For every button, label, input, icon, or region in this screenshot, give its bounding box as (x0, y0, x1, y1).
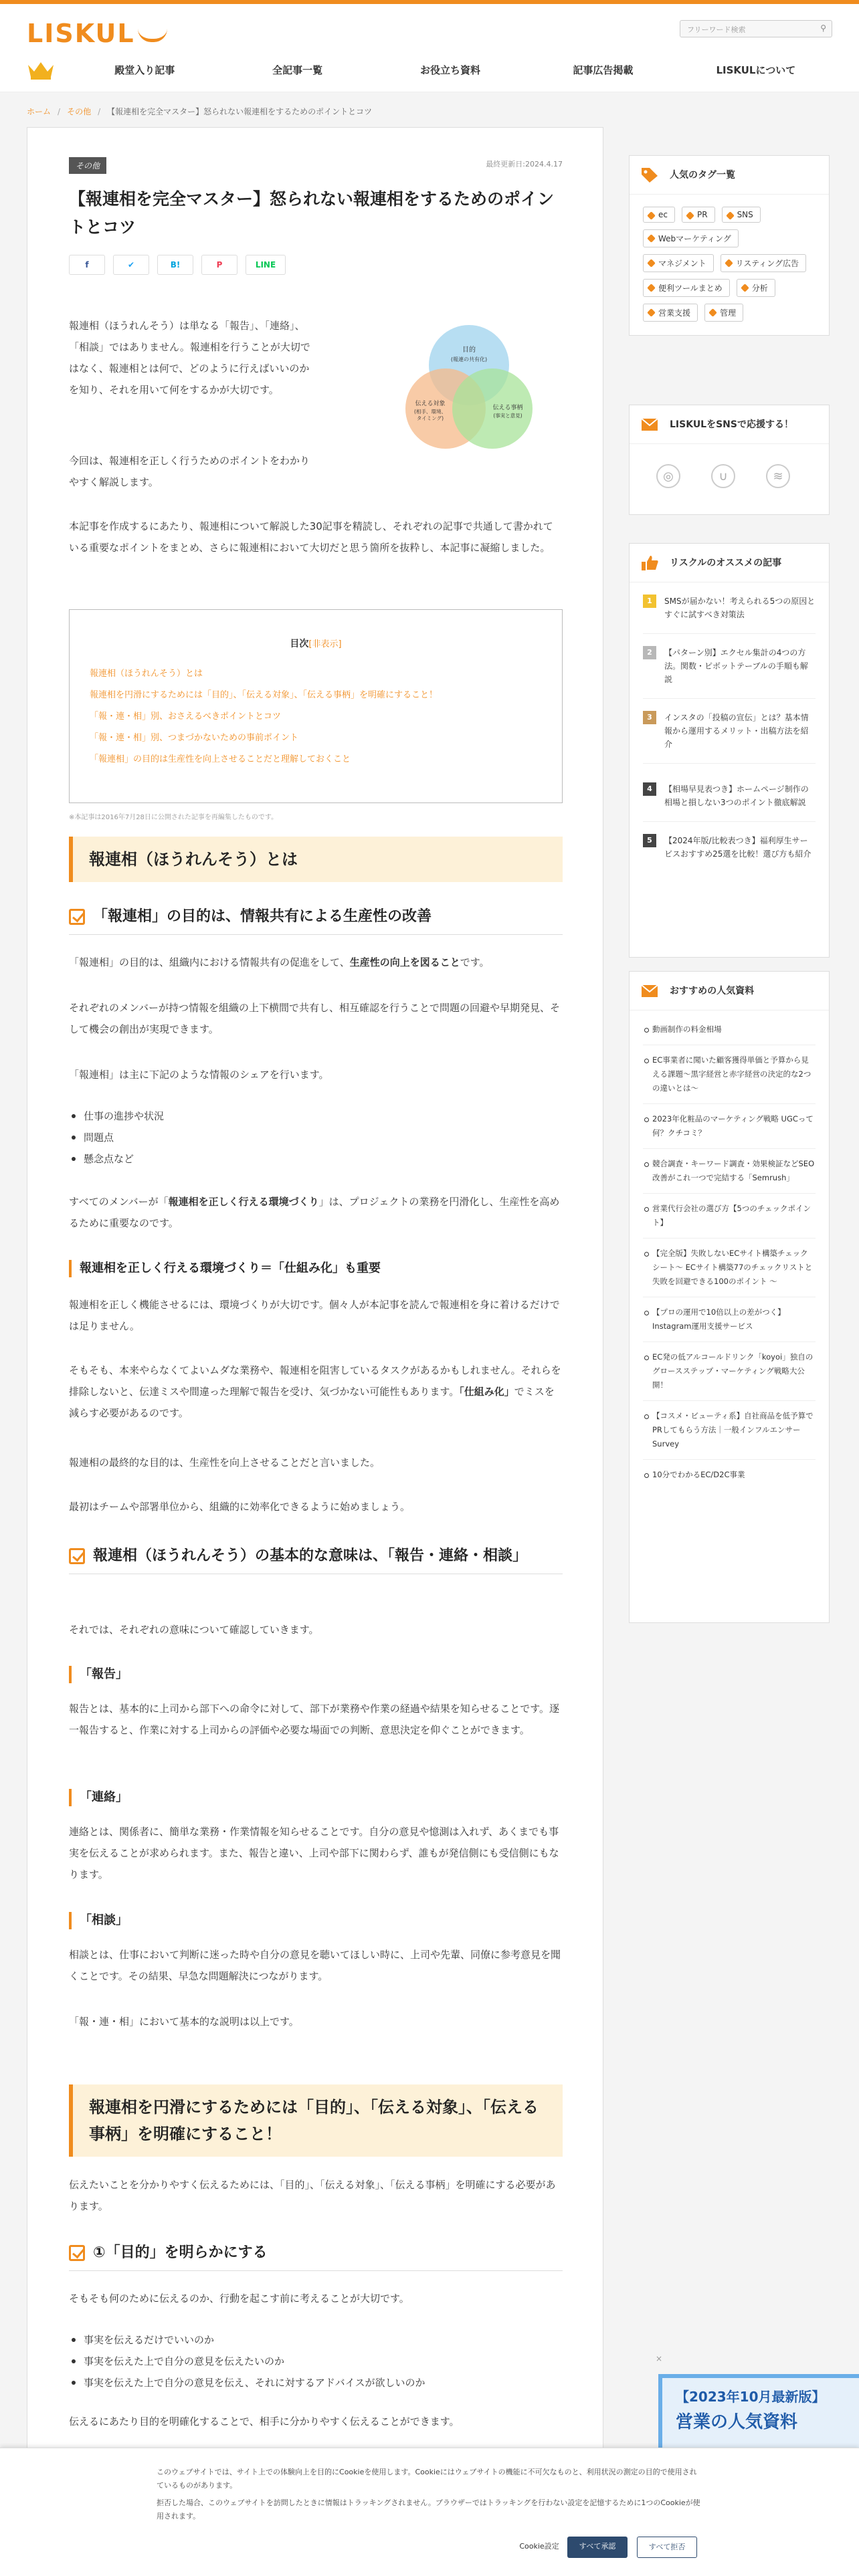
breadcrumb-home[interactable]: ホーム (27, 107, 52, 116)
toc-item[interactable]: 「報・連・相」別、おさえるべきポイントとコツ (90, 712, 282, 722)
minor-heading: 「報告」 (69, 1666, 563, 1683)
rank-badge: 2 (643, 646, 656, 659)
popular-resources-widget (629, 971, 830, 1623)
toc-item[interactable]: 報連相（ほうれんそう）とは (90, 669, 203, 679)
cookie-settings-button[interactable]: Cookie設定 (519, 2542, 559, 2551)
list-item: 事実を伝えるだけでいいのか (69, 2329, 563, 2351)
share-hatena-button[interactable]: B! (157, 255, 193, 275)
paragraph: 「報・連・相」において基本的な説明は以上です。 (69, 2016, 299, 2028)
tag-link[interactable]: Webマーケティング (643, 229, 739, 247)
rank-badge: 1 (643, 595, 656, 608)
mail-icon (640, 416, 659, 433)
nav-about[interactable]: LISKULについて (716, 64, 796, 76)
paragraph: 最初はチームや部署単位から、組織的に効率化できるように始めましょう。 (69, 1501, 411, 1513)
tag-link[interactable]: 便利ツールまとめ (643, 279, 730, 297)
category-badge[interactable]: その他 (69, 157, 106, 174)
bullet-list (69, 1105, 563, 1170)
subsection-heading: 「報連相」の目的は、情報共有による生産性の改善 (69, 905, 563, 935)
list-item: 事実を伝えた上で自分の意見を伝えたいのか (69, 2351, 563, 2372)
nav-resources[interactable]: お役立ち資料 (420, 64, 481, 76)
rank-badge: 4 (643, 782, 656, 796)
resource-link[interactable]: EC発の低アルコールドリンク「koyoi」独自のグロースステップ・マーケティング戦略大公開！ (643, 1342, 816, 1401)
resource-link[interactable]: 動画制作の料金相場 (643, 1014, 816, 1045)
paragraph: 報連相の最終的な目的は、生産性を向上させることだと言いました。 (69, 1457, 381, 1469)
popular-tags-widget (629, 155, 830, 336)
tag-link[interactable]: 管理 (704, 304, 743, 322)
paragraph: 伝えるにあたり目的を明確化することで、相手に分かりやすく伝えることができます。 (69, 2416, 460, 2428)
paragraph: 連絡とは、関係者に、簡単な業務・作業情報を知らせることです。自分の意見や憶測は入れず、あくまでも事実を伝えることが求められます。また、報告と違い、上司や部下に関わらず、誰もが発信側にも受信側にもなります。 (69, 1826, 559, 1881)
feedly-icon[interactable]: ◎ (656, 464, 680, 488)
widget-title: おすすめの人気資料 (630, 972, 829, 1010)
toc-item[interactable]: 「報連相」の目的は生産性を向上させることだと理解しておくこと (90, 754, 351, 764)
close-icon[interactable]: × (656, 2354, 663, 2363)
share-pocket-button[interactable]: P (201, 255, 237, 275)
paragraph: 伝えたいことを分かりやすく伝えるためには、「目的」、「伝える対象」、「伝える事柄」を明確にする必要があります。 (69, 2179, 556, 2212)
list-item: 事実を伝えた上で自分の意見を伝え、それに対するアドバイスが欲しいのか (69, 2372, 563, 2393)
rank-badge: 3 (643, 711, 656, 724)
svg-text:タイミング): タイミング) (416, 415, 444, 421)
list-item[interactable]: 1 SMSが届かない！考えられる5つの原因とすぐに試すべき対策法 (643, 582, 816, 634)
floating-ad-banner[interactable]: × 【2023年10月最新版】 営業の人気資料 (658, 2374, 859, 2454)
site-logo[interactable]: LISKUL (27, 19, 167, 48)
minor-heading: 「連絡」 (69, 1789, 563, 1806)
tag-link[interactable]: ec (643, 207, 675, 223)
resource-link[interactable]: 10分でわかるEC/D2C事業 (643, 1460, 816, 1490)
resource-link[interactable]: 【コスメ・ビューティ系】自社商品を低予算でPRしてもらう方法｜一般インフルエンサーSurvey (643, 1401, 816, 1460)
share-facebook-button[interactable]: f (69, 255, 105, 275)
venn-diagram (389, 318, 549, 465)
nav-ad-listing[interactable]: 記事広告掲載 (573, 64, 634, 76)
list-item: 懸念点など (69, 1148, 563, 1170)
svg-text:(事実と意見): (事実と意見) (493, 413, 522, 419)
tag-link[interactable]: リスティング広告 (721, 254, 806, 272)
intro-paragraph-3: 本記事を作成するにあたり、報連相について解説した30記事を精読し、それぞれの記事で共通して書かれている重要なポイントをまとめ、さらに報連相において大切だと思う箇所を抜粋し、本記事に凝縮しました。 (69, 520, 553, 554)
paragraph: そもそも何のために伝えるのか、行動を起こす前に考えることが大切です。 (69, 2292, 409, 2304)
table-of-contents (69, 609, 563, 803)
intro-paragraph-1: 報連相（ほうれんそう）は単なる「報告」、「連絡」、「相談」ではありません。報連相を行うことが大切ではなく、報連相とは何で、どのように行えばいいのかを知り、それを用いて何をするかが大切です。 (69, 320, 310, 396)
accept-all-button[interactable]: すべて承認 (567, 2537, 628, 2558)
subsection-heading: ①「目的」を明らかにする (69, 2241, 563, 2271)
list-item[interactable]: 2 【パターン別】エクセル集計の4つの方法。関数・ピボットテーブルの手順も解説 (643, 634, 816, 699)
resource-link[interactable]: 競合調査・キーワード調査・効果検証などSEO改善がこれ一つで完結する「Semrush」 (643, 1149, 816, 1194)
search-input[interactable]: フリーワード検索 ⚲ (680, 20, 832, 37)
svg-text:目的: 目的 (462, 346, 476, 354)
breadcrumb-category[interactable]: その他 (67, 107, 92, 116)
bullet-list (69, 2329, 563, 2393)
widget-title: LISKULをSNSで応援する！ (630, 405, 829, 444)
list-item: 問題点 (69, 1127, 563, 1148)
minor-heading: 報連相を正しく行える環境づくり＝「仕組み化」も重要 (69, 1260, 563, 1277)
paragraph: それぞれのメンバーが持つ情報を組織の上下横間で共有し、相互確認を行うことで問題の回避や早期発見、そして機会の創出が実現できます。 (69, 1002, 560, 1035)
share-twitter-button[interactable]: ✔ (113, 255, 149, 275)
toc-item[interactable]: 報連相を円滑にするためには「目的」、「伝える対象」、「伝える事柄」を明確にすること！ (90, 690, 438, 700)
check-icon (69, 2245, 85, 2261)
paragraph: 報連相を正しく機能させるには、環境づくりが大切です。個々人が本記事を読んで報連相を身に着けるだけでは足りません。 (69, 1299, 560, 1332)
crown-icon (27, 60, 55, 80)
paragraph: 相談とは、仕事において判断に迷った時や自分の意見を聴いてほしい時に、上司や先輩、同僚に参考意見を聞くことです。その結果、早急な問題解決につながります。 (69, 1949, 561, 1982)
check-icon (69, 1548, 85, 1564)
page-title: 【報連相を完全マスター】怒られない報連相をするためのポイントとコツ (69, 189, 555, 237)
resource-link[interactable]: 【プロの運用で10倍以上の差がつく】Instagram運用支援サービス (643, 1297, 816, 1342)
thumbs-up-icon (640, 554, 659, 572)
section-heading: 報連相を円滑にするためには「目的」、「伝える対象」、「伝える事柄」を明確にすること！ (69, 2084, 563, 2157)
paragraph: そもそも、本来やらなくてよいムダな業務や、報連相を阻害しているタスクがあるかもしれません。それらを排除しないと、伝達ミスや間違った理解で報告を受け、気づかない可能性もあります。「仕組み化」でミスを減らす必要があるのです。 (69, 1364, 561, 1419)
widget-title: リスクルのオススメの記事 (630, 544, 829, 582)
list-item[interactable]: 4 【相場早見表つき】ホームページ制作の相場と損しない3つのポイント徹底解説 (643, 770, 816, 822)
toc-title: 目次 (290, 639, 309, 649)
tag-icon (640, 167, 659, 184)
resource-link[interactable]: 【完全版】失敗しないECサイト構築チェックシート〜 ECサイト構築77のチェックリストと失敗を回避できる100のポイント 〜 (643, 1239, 816, 1297)
tag-link[interactable]: マネジメント (643, 254, 714, 272)
paragraph: 「報連相」の目的は、組織内における情報共有の促進をして、生産性の向上を図ることです。 (69, 956, 490, 968)
toc-item[interactable]: 「報・連・相」別、つまづかないための事前ポイント (90, 733, 299, 743)
svg-text:(相手、環境、: (相手、環境、 (414, 409, 446, 415)
reject-all-button[interactable]: すべて拒否 (637, 2537, 697, 2558)
breadcrumb-current: 【報連相を完全マスター】怒られない報連相をするためのポイントとコツ (107, 107, 373, 116)
tag-link[interactable]: 分析 (737, 279, 775, 297)
paragraph: すべてのメンバーが「報連相を正しく行える環境づくり」は、プロジェクトの業務を円滑化し、生産性を高めるために重要なのです。 (69, 1196, 560, 1229)
rss-icon[interactable]: ≋ (766, 464, 790, 488)
share-line-button[interactable]: LINE (246, 255, 286, 275)
cookie-text: このウェブサイトでは、サイト上での体験向上を目的にCookieを使用します。Cookieにはウェブサイトの機能に不可欠なものと、利用状況の測定の目的で使用されているものがあります。 (157, 2468, 697, 2490)
subsection-heading: 報連相（ほうれんそう）の基本的な意味は、「報告・連絡・相談」 (69, 1544, 563, 1574)
list-item[interactable]: 5 【2024年版/比較表つき】福利厚生サービスおすすめ25選を比較！選び方も紹介 (643, 822, 816, 873)
tag-link[interactable]: PR (682, 207, 715, 223)
minor-heading: 「相談」 (69, 1912, 563, 1929)
rank-badge: 5 (643, 834, 656, 847)
recommended-articles-widget (629, 543, 830, 958)
tag-link[interactable]: SNS (722, 207, 761, 223)
svg-text:伝える対象: 伝える対象 (415, 401, 446, 407)
check-icon (69, 909, 85, 925)
paragraph: 報告とは、基本的に上司から部下への命令に対して、部下が業務や作業の経過や結果を知らせることです。逐一報告すると、作業に対する上司からの評価や必要な場面での判断、意思決定を仰ぐことができます。 (69, 1703, 560, 1736)
svg-text:伝える事柄: 伝える事柄 (492, 405, 523, 411)
svg-text:(報連の共有化): (報連の共有化) (450, 356, 488, 362)
search-icon[interactable]: ⚲ (820, 23, 826, 33)
resource-link[interactable]: EC事業者に聞いた顧客獲得単価と予算から見える課題〜黒字経営と赤字経営の決定的な2つの違いとは〜 (643, 1045, 816, 1104)
intro-paragraph-2: 今回は、報連相を正しく行うためのポイントをわかりやすく解説します。 (69, 455, 310, 488)
list-item[interactable]: 3 インスタの「投稿の宣伝」とは？基本情報から運用するメリット・出稿方法を紹介 (643, 699, 816, 764)
nav-hall-of-fame[interactable]: 殿堂入り記事 (114, 64, 175, 76)
paragraph: それでは、それぞれの意味について確認していきます。 (69, 1624, 319, 1636)
pocket-icon[interactable]: ∪ (711, 464, 735, 488)
resource-link[interactable]: 2023年化粧品のマーケティング戦略 UGCって何？クチコミ？ (643, 1104, 816, 1149)
breadcrumb: ホーム / その他 / 【報連相を完全マスター】怒られない報連相をするためのポイントとコツ (27, 107, 373, 116)
cookie-text: 拒否した場合、このウェブサイトを訪問したときに情報はトラッキングされません。ブラウザーではトラッキングを行わない設定を記憶するために1つのCookieが使用されます。 (157, 2498, 700, 2520)
tag-link[interactable]: 営業支援 (643, 304, 698, 322)
cookie-consent-bar (0, 2448, 859, 2576)
share-buttons (69, 255, 286, 275)
section-heading: 報連相（ほうれんそう）とは (69, 837, 563, 882)
updated-date: 最終更新日:2024.4.17 (486, 160, 563, 169)
mail-icon (640, 982, 659, 1000)
sns-support-widget (629, 405, 830, 515)
resource-link[interactable]: 営業代行会社の選び方【5つのチェックポイント】 (643, 1194, 816, 1239)
paragraph: 「報連相」は主に下記のような情報のシェアを行います。 (69, 1069, 329, 1081)
site-header (0, 4, 859, 92)
article-main (27, 127, 603, 2561)
global-nav (27, 56, 832, 83)
republish-note: ※本記事は2016年7月28日に公開された記事を再編集したものです。 (69, 814, 278, 821)
nav-all-articles[interactable]: 全記事一覧 (272, 64, 323, 76)
list-item: 仕事の進捗や状況 (69, 1105, 563, 1127)
toc-toggle-button[interactable]: [非表示] (308, 639, 342, 649)
widget-title: 人気のタグ一覧 (630, 156, 829, 195)
